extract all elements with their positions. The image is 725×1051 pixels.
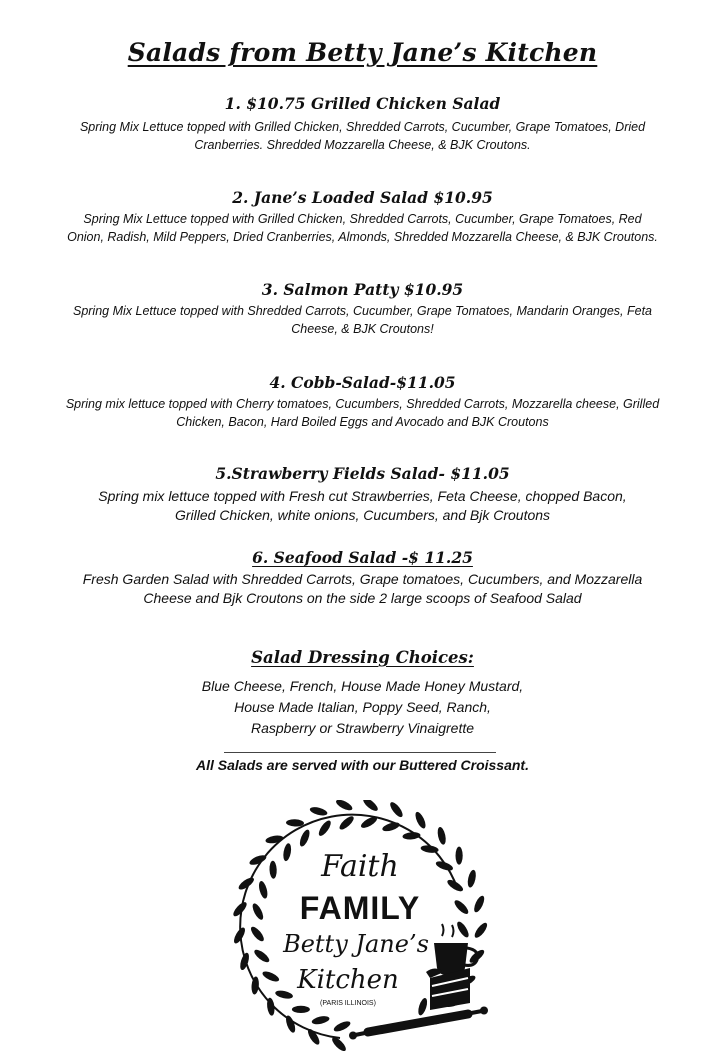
dressing-line: House Made Italian, Poppy Seed, Ranch, [234, 699, 491, 715]
laurel-leaf [436, 826, 447, 845]
item-description-line: Spring Mix Lettuce topped with Shredded Carrots, Cucumber, Grape Tomatoes, Mandarin Oranges, Feta [72, 304, 652, 318]
item-description-line: Spring Mix Lettuce topped with Grilled Chicken, Shredded Carrots, Cucumber, Grape Tomatoes, Red [83, 212, 642, 226]
menu-item [0, 188, 725, 246]
item-title: 6. Seafood Salad -$ 11.25 [252, 548, 473, 567]
logo-text-faith: Faith [321, 849, 399, 884]
menu-item [0, 548, 725, 608]
laurel-leaf [466, 869, 477, 888]
item-title: 2. Jane’s Loaded Salad $10.95 [232, 188, 493, 207]
kitchen-logo [220, 800, 500, 1051]
laurel-leaf [252, 948, 271, 965]
laurel-leaf [332, 1019, 351, 1033]
laurel-leaf [265, 834, 284, 844]
laurel-leaf [298, 828, 312, 847]
laurel-leaf [317, 819, 333, 838]
footer-note: All Salads are served with our Buttered Croissant. [196, 757, 529, 773]
laurel-leaf [261, 969, 280, 983]
laurel-leaf [249, 925, 266, 943]
item-description-line: Cranberries. Shredded Mozzarella Cheese, & BJK Croutons. [194, 138, 531, 152]
laurel-leaf [311, 1015, 330, 1026]
logo-text-location: (PARIS ILLINOIS) [320, 1000, 376, 1007]
laurel-leaf [335, 800, 354, 812]
laurel-leaf [388, 800, 405, 819]
logo-text-family: FAMILY [299, 890, 421, 926]
coffee-cup-icon [434, 924, 478, 975]
dressing-title: Salad Dressing Choices: [251, 648, 474, 667]
menu-item [0, 464, 725, 525]
laurel-leaf [269, 861, 277, 879]
laurel-leaf [257, 880, 269, 899]
laurel-leaf [413, 811, 427, 830]
laurel-leaf [292, 1006, 310, 1013]
logo-text-betty-janes: Betty Jane’s [283, 930, 429, 958]
item-title: 3. Salmon Patty $10.95 [261, 280, 464, 299]
divider [224, 752, 496, 753]
item-description-line: Spring mix lettuce topped with Cherry tomatoes, Cucumbers, Shredded Carrots, Mozzarella cheese, Grilled [65, 397, 660, 411]
laurel-leaf [282, 843, 292, 862]
laurel-leaf [306, 1027, 322, 1046]
item-description-line: Cheese and Bjk Croutons on the side 2 large scoops of Seafood Salad [143, 590, 582, 606]
item-title: 4. Cobb-Salad-$11.05 [269, 373, 456, 392]
item-title: 1. $10.75 Grilled Chicken Salad [224, 94, 501, 113]
dressing-line: Raspberry or Strawberry Vinaigrette [250, 720, 475, 736]
item-description-line: Fresh Garden Salad with Shredded Carrots, Grape tomatoes, Cucumbers, and Mozzarella [82, 571, 643, 587]
laurel-leaf [417, 997, 429, 1016]
page-title: Salads from Betty Jane’s Kitchen [127, 38, 598, 67]
menu-item [0, 373, 725, 431]
item-description-line: Chicken, Bacon, Hard Boiled Eggs and Avocado and BJK Croutons [176, 415, 549, 429]
menu-item [0, 280, 725, 338]
laurel-leaf [361, 800, 379, 813]
logo-text-kitchen: Kitchen [297, 965, 399, 995]
item-description-line: Grilled Chicken, white onions, Cucumbers, and Bjk Croutons [174, 507, 551, 523]
menu-item [0, 94, 725, 154]
dressing-list [0, 676, 725, 739]
laurel-leaf [456, 847, 463, 865]
dressing-line: Blue Cheese, French, House Made Honey Mustard, [201, 678, 524, 694]
item-description-line: Spring Mix Lettuce topped with Grilled Chicken, Shredded Carrots, Cucumber, Grape Tomatoes, Dried [79, 120, 646, 134]
laurel-leaf [251, 902, 266, 921]
laurel-leaf [472, 894, 486, 913]
laurel-leaf [473, 921, 490, 940]
item-title: 5.Strawberry Fields Salad- $11.05 [215, 464, 510, 483]
laurel-leaf [455, 920, 471, 939]
item-description-line: Spring mix lettuce topped with Fresh cut Strawberries, Feta Cheese, chopped Bacon, [98, 488, 627, 504]
laurel-leaf [275, 989, 294, 1000]
item-description-line: Cheese, & BJK Croutons! [291, 322, 434, 336]
laurel-leaf [452, 898, 470, 916]
laurel-leaf [402, 831, 421, 840]
laurel-leaf [338, 814, 356, 831]
laurel-leaf [446, 878, 465, 894]
item-description-line: Onion, Radish, Mild Peppers, Dried Cranberries, Almonds, Shredded Mozzarella Cheese, & BJK Croutons. [67, 230, 658, 244]
laurel-leaf [309, 805, 328, 817]
cake-slice-icon [426, 968, 470, 1010]
